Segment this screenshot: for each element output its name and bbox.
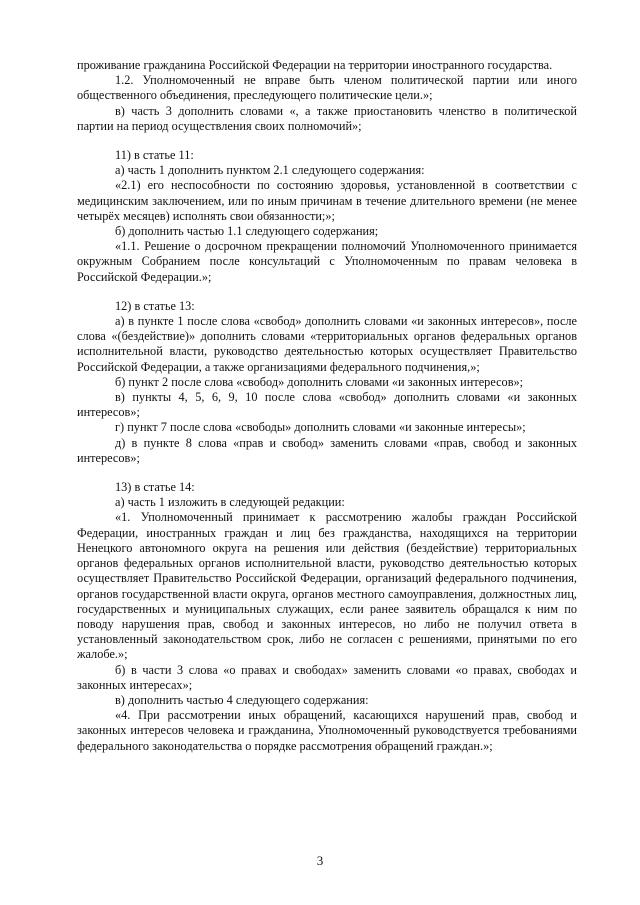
- document-body: [77, 58, 577, 754]
- paragraph: «1.1. Решение о досрочном прекращении полномочий Уполномоченного принимается окружным Собранием после консультаций с Уполномоченным по правам человека в Российской Федерации.»;: [77, 239, 577, 284]
- section-heading: 11) в статье 11:: [115, 148, 194, 163]
- paragraph: б) пункт 2 после слова «свобод» дополнить словами «и законных интересов»;: [115, 374, 524, 389]
- paragraph: «2.1) его неспособности по состоянию здоровья, установленной в соответствии с медицинским заключением, или по иным причинам в течение длительного времени (не менее четырёх месяцев) исполнять свои обязанности;»;: [77, 178, 577, 223]
- section-heading: 12) в статье 13:: [115, 298, 195, 313]
- paragraph: б) дополнить частью 1.1 следующего содержания;: [115, 224, 379, 239]
- paragraph: г) пункт 7 после слова «свободы» дополнить словами «и законные интересы»;: [115, 420, 526, 435]
- paragraph: в) часть 3 дополнить словами «, а также приостановить членство в политической партии на период осуществления своих полномочий»;: [77, 103, 577, 133]
- paragraph: «1. Уполномоченный принимает к рассмотрению жалобы граждан Российской Федерации, иностранных граждан и лиц без гражданства, находящихся на территории Ненецкого автономного округа на решения или действия (бездействие) территориальных органов федеральных органов исполнительной власти, руководство деятельностью которых осуществляет Правительство Российской Федерации, организаций федерального подчинения, органов государственной власти округа, органов местного самоуправления, должностных лиц, государственных и муниципальных служащих, если ранее заявитель обращался к ним по поводу нарушения прав, свобод и законных интересов, но либо не получил ответа в установленный законодательством срок, либо не согласен с решениями, принятыми по его жалобе.»;: [77, 510, 577, 662]
- paragraph: д) в пункте 8 слова «прав и свобод» заменить словами «прав, свобод и законных интересов»;: [77, 435, 577, 465]
- paragraph: б) в части 3 слова «о правах и свободах» заменить словами «о правах, свободах и законных интересах»;: [77, 662, 577, 692]
- paragraph: а) часть 1 дополнить пунктом 2.1 следующего содержания:: [115, 163, 425, 178]
- paragraph: проживание гражданина Российской Федерации на территории иностранного государства.: [77, 58, 553, 72]
- paragraph: а) часть 1 изложить в следующей редакции:: [115, 495, 345, 510]
- section-heading: 13) в статье 14:: [115, 480, 195, 495]
- page-number: 3: [316, 853, 324, 868]
- paragraph: в) пункты 4, 5, 6, 9, 10 после слова «свобод» дополнить словами «и законных интересов»;: [77, 390, 577, 420]
- paragraph: а) в пункте 1 после слова «свобод» дополнить словами «и законных интересов», после слова «(бездействие)» дополнить словами «территориальных органов федеральных органов исполнительной власти, руководство деятельностью которых осуществляет Правительство Российской Федерации, а также организациями федерального подчинения,»;: [77, 314, 577, 374]
- paragraph: «4. При рассмотрении иных обращений, касающихся нарушений прав, свобод и законных интересов человека и гражданина, Уполномоченный руководствуется требованиями федерального законодательства о порядке рассмотрения обращений граждан.»;: [77, 708, 577, 753]
- paragraph: 1.2. Уполномоченный не вправе быть членом политической партии или иного общественного объединения, преследующего политические цели.»;: [77, 73, 577, 103]
- paragraph: в) дополнить частью 4 следующего содержания:: [115, 692, 369, 707]
